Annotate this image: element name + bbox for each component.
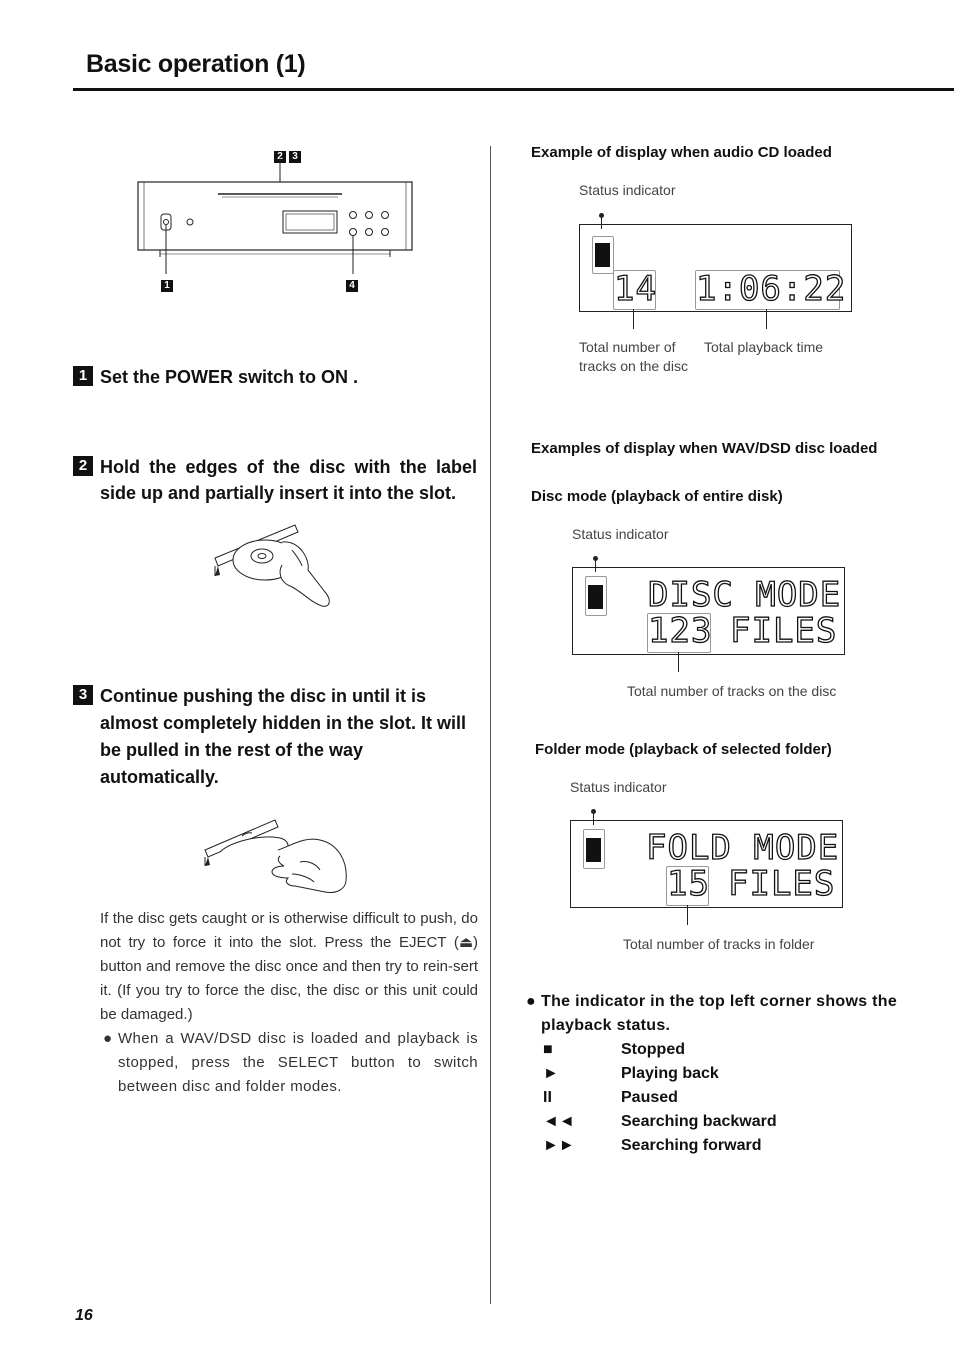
front-panel-illustration: [130, 158, 420, 293]
disc-mode-heading: Disc mode (playback of entire disk): [531, 488, 783, 505]
callout-badge-2: 2: [274, 151, 286, 163]
cd-total-time: 1:06:22: [696, 269, 847, 309]
disc-mode-status-indicator: [588, 585, 603, 609]
wav-dsd-heading: Examples of display when WAV/DSD disc loaded: [531, 440, 878, 457]
folder-mode-status-indicator: [586, 838, 601, 862]
cd-track-count: 14: [614, 269, 657, 309]
legend-item-playing: ► Playing back: [541, 1062, 777, 1086]
cd-status-label: Status indicator: [579, 182, 676, 198]
disc-mode-status-label: Status indicator: [572, 526, 669, 542]
folder-mode-heading: Folder mode (playback of selected folder): [535, 741, 832, 758]
folder-mode-lcd-display: [570, 820, 843, 908]
legend-item-paused: II Paused: [541, 1086, 777, 1110]
fast-forward-icon: ►►: [543, 1137, 575, 1154]
legend-item-stopped: ■ Stopped: [541, 1038, 777, 1062]
cd-status-indicator: [595, 243, 610, 267]
folder-mode-line1: FOLD MODE: [646, 828, 840, 868]
legend-item-search-forward: ►► Searching forward: [541, 1134, 777, 1158]
step-2-badge: 2: [73, 456, 93, 476]
disc-mode-caption: Total number of tracks on the disc: [627, 683, 837, 699]
disc-mode-line1: DISC MODE: [648, 575, 842, 615]
cd-lcd-display: [579, 224, 852, 312]
page-number: 16: [75, 1307, 93, 1324]
step-2-text: Hold the edges of the disc with the label side up and partially insert it into the slot.: [100, 457, 477, 503]
cd-time-caption: Total playback time: [704, 339, 824, 355]
folder-mode-caption: Total number of tracks in folder: [623, 936, 815, 952]
folder-mode-status-label: Status indicator: [570, 779, 667, 795]
disc-mode-files: FILES: [730, 611, 838, 651]
title-rule: [73, 88, 954, 91]
cd-tracks-caption: Total number of tracks on the disc: [579, 339, 688, 374]
note-paragraph: If the disc gets caught or is otherwise difficult to push, do not try to force it into the slot. Press the EJECT (⏏) button and remove the disc once and then try to rein-sert it. (If you try to force the disc, the disc or this unit could be damaged.): [100, 910, 478, 1023]
step-1-badge: 1: [73, 366, 93, 386]
cd-display-heading: Example of display when audio CD loaded: [531, 144, 832, 161]
disc-push-illustration: [200, 806, 355, 898]
legend-item-search-backward: ◄◄ Searching backward: [541, 1110, 777, 1134]
callout-badge-3: 3: [289, 151, 301, 163]
callout-badge-1: 1: [161, 280, 173, 292]
callout-4: [346, 275, 358, 293]
folder-mode-files: FILES: [728, 864, 836, 904]
disc-mode-lcd-display: [572, 567, 845, 655]
play-icon: ►: [543, 1065, 559, 1082]
step-3-badge: 3: [73, 685, 93, 705]
rewind-icon: ◄◄: [543, 1113, 575, 1130]
callout-badge-4: 4: [346, 280, 358, 292]
callout-1: [161, 275, 173, 293]
page-title: Basic operation (1): [86, 50, 306, 78]
pause-icon: II: [543, 1089, 552, 1106]
column-divider: [490, 146, 491, 1304]
note-bullet: When a WAV/DSD disc is loaded and playback is stopped, press the SELECT button to switch between disc and folder modes.: [118, 1030, 478, 1095]
stop-icon: ■: [543, 1041, 553, 1058]
step-1-text: Set the POWER switch to ON .: [100, 367, 359, 387]
disc-mode-count: 123: [648, 611, 713, 651]
bullet-dot: ●: [103, 1030, 113, 1047]
folder-mode-count: 15: [667, 864, 710, 904]
indicator-info-text: The indicator in the top left corner shows the playback status.: [541, 993, 898, 1034]
indicator-bullet-dot: ●: [526, 993, 536, 1010]
step-3-text: Continue pushing the disc in until it is almost completely hidden in the slot. It will be pulled in the rest of the way automatically.: [100, 686, 467, 787]
disc-insert-illustration: [210, 520, 340, 615]
indicator-legend: [541, 1038, 777, 1158]
